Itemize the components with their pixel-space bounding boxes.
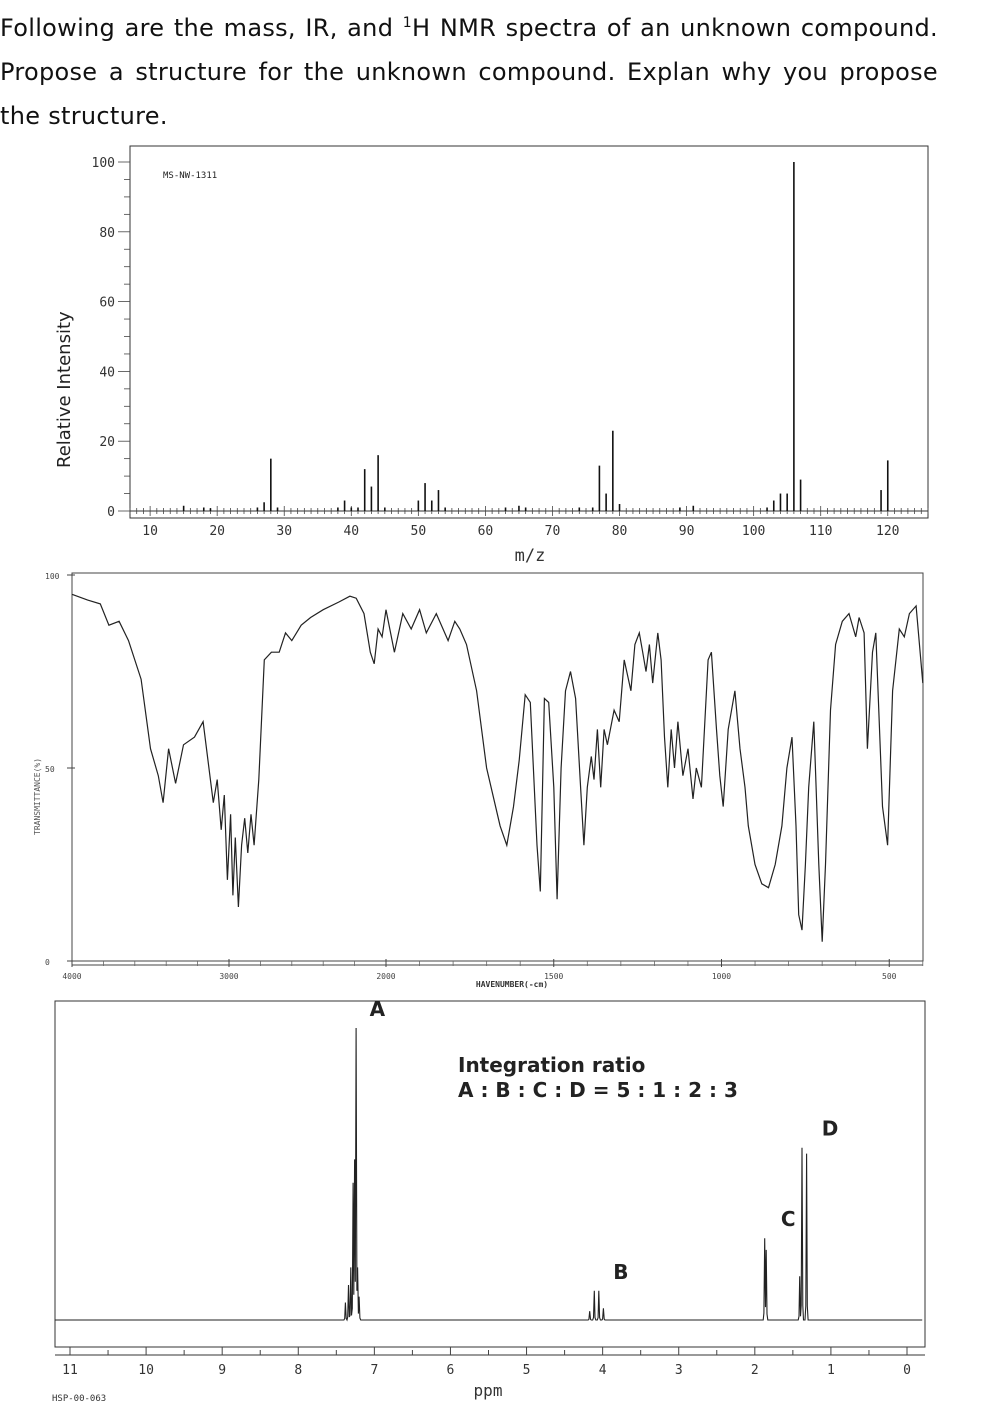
ir-xlabel: HAVENUMBER(-cm) bbox=[475, 980, 549, 989]
question-text bbox=[0, 6, 938, 138]
ms-x-tick-label: 30 bbox=[276, 524, 293, 539]
nmr-x-tick-label: 11 bbox=[62, 1363, 78, 1378]
ms-x-tick-label: 20 bbox=[209, 524, 226, 539]
nmr-spectrum-chart bbox=[0, 995, 1000, 1420]
ms-plot-frame bbox=[130, 146, 928, 518]
ir-y-tick-label: 50 bbox=[45, 765, 55, 774]
nmr-integration-ratio: A : B : C : D = 5 : 1 : 2 : 3 bbox=[458, 1078, 738, 1102]
ir-x-tick-label: 4000 bbox=[62, 972, 82, 981]
nmr-code: HSP-00-063 bbox=[52, 1394, 107, 1404]
ir-x-tick-label: 3000 bbox=[219, 972, 239, 981]
nmr-peak-label: B bbox=[613, 1259, 629, 1284]
ms-x-tick-label: 100 bbox=[741, 524, 766, 539]
ir-y-tick-label: 0 bbox=[45, 958, 50, 967]
ms-y-tick-label: 80 bbox=[99, 225, 115, 241]
nmr-x-tick-label: 9 bbox=[218, 1363, 227, 1378]
ir-x-tick-label: 2000 bbox=[376, 972, 396, 981]
nmr-x-tick-label: 7 bbox=[370, 1363, 379, 1378]
ir-x-tick-label: 500 bbox=[882, 972, 897, 981]
ms-x-tick-label: 110 bbox=[808, 524, 833, 539]
question-superscript: 1 bbox=[402, 15, 412, 31]
ir-plot-frame bbox=[72, 573, 923, 961]
ir-ylabel: TRANSMITTANCE(%) bbox=[33, 757, 42, 835]
ms-ylabel: Relative Intensity bbox=[54, 311, 75, 468]
ms-x-tick-label: 120 bbox=[876, 524, 900, 539]
ir-x-tick-label: 1000 bbox=[711, 972, 732, 981]
ir-spectrum-chart bbox=[0, 565, 1000, 995]
ms-x-tick-label: 80 bbox=[611, 524, 628, 539]
ms-x-tick-label: 90 bbox=[678, 524, 695, 539]
mass-spectrum-chart bbox=[0, 140, 1000, 565]
ms-x-tick-label: 50 bbox=[410, 524, 427, 539]
nmr-x-tick-label: 8 bbox=[294, 1363, 303, 1378]
nmr-x-tick-label: 1 bbox=[826, 1363, 835, 1378]
ms-title: MS-NW-1311 bbox=[163, 171, 218, 181]
ms-y-tick-label: 0 bbox=[107, 505, 115, 520]
ms-x-tick-label: 60 bbox=[477, 524, 494, 539]
nmr-x-tick-label: 2 bbox=[750, 1363, 759, 1378]
ms-x-tick-label: 40 bbox=[343, 524, 360, 539]
nmr-x-tick-label: 5 bbox=[522, 1363, 531, 1378]
nmr-peak-label: D bbox=[821, 1116, 839, 1141]
nmr-integration-title: Integration ratio bbox=[458, 1053, 646, 1077]
nmr-peak-label: A bbox=[369, 997, 386, 1021]
nmr-x-tick-label: 10 bbox=[138, 1363, 154, 1378]
nmr-x-tick-label: 4 bbox=[598, 1363, 607, 1378]
ir-x-tick-label: 1500 bbox=[544, 972, 564, 981]
ms-x-tick-label: 70 bbox=[544, 524, 561, 539]
nmr-x-tick-label: 6 bbox=[446, 1363, 455, 1378]
ms-y-tick-label: 40 bbox=[99, 365, 115, 381]
ir-y-tick-label: 100 bbox=[45, 572, 60, 581]
ms-y-tick-label: 60 bbox=[99, 295, 115, 311]
nmr-x-tick-label: 0 bbox=[903, 1363, 911, 1378]
nmr-x-tick-label: 3 bbox=[674, 1363, 683, 1378]
ir-transmittance-trace bbox=[72, 594, 923, 941]
ms-x-tick-label: 10 bbox=[142, 524, 158, 539]
nmr-xlabel: ppm bbox=[473, 1381, 503, 1400]
question-part2: H NMR spectra of an unknown compound. Propose a structure for the unknown compound. Explan why you propose the structure. bbox=[0, 14, 938, 130]
nmr-peak-label: C bbox=[780, 1207, 796, 1232]
ms-y-tick-label: 20 bbox=[99, 435, 115, 451]
ms-y-tick-label: 100 bbox=[91, 156, 115, 171]
question-part1: Following are the mass, IR, and bbox=[0, 14, 403, 42]
ms-xlabel: m/z bbox=[514, 546, 546, 566]
